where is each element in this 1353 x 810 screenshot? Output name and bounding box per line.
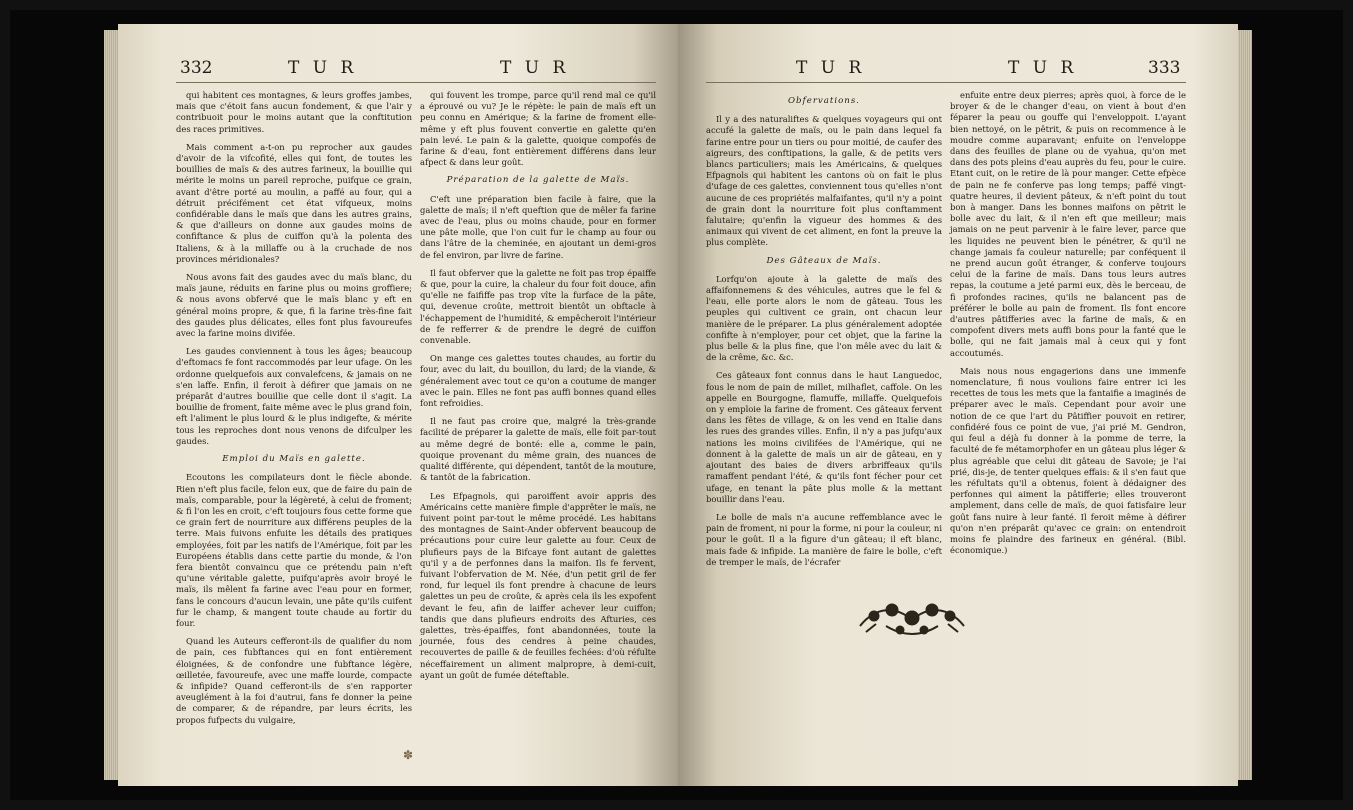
- paragraph: qui habitent ces montagnes, & leurs groffes jambes, mais que c'étoit fans aucun fondement, & que l'air y contribuoit pour le moins autant que la conftitution des races primitives.: [176, 90, 412, 134]
- printer-ornament-icon: ✽: [403, 748, 414, 762]
- paragraph: Le bolle de maïs n'a aucune reffemblance avec le pain de froment, ni pour la forme, ni pour la couleur, ni pour le goût. Il a la figure d'un gâteau; il eft blanc, mais fade & infipide. La manière de faire le bolle, c'eft de tremper le maïs, de l'écrafer: [706, 511, 942, 567]
- right-column-1: [706, 90, 942, 575]
- section-heading: Obfervations.: [788, 96, 860, 106]
- left-header-rule: [176, 82, 656, 83]
- paragraph: Nous avons fait des gaudes avec du maïs blanc, du maïs jaune, réduits en farine plus ou moins groffiere; & nous avons obfervé que le maïs blanc y eft en général moins propre, & que, fi la farine très-fine fait des gaudes plus délicates, elles font plus favoureufes avec la farine moins divifée.: [176, 272, 412, 339]
- section-heading: Emploi du Maïs en galette.: [222, 454, 366, 465]
- left-column-1: [176, 90, 412, 733]
- paragraph: Lorfqu'on ajoute à la galette de maïs des affaifonnemens & des véhicules, autres que le fel & l'eau, elle porte alors le nom de gâteau. Tous les peuples qui cultivent ce grain, ont chacun leur manière de le préparer. La plus généralement adoptée confifte à n'employer, pour cet objet, que la farine la plus belle & la plus fine, que l'on mêle avec du lait & de la crême, &c. &c.: [706, 273, 942, 363]
- paragraph: Mais nous nous engagerions dans une immenfe nomenclature, fi nous voulions faire entrer ici les recettes de tous les mets que la fantaifie a imaginés de préparer avec le maïs. Cependant pour avoir une notion de ce que l'art du Pâtiffier pouvoit en retirer, confidéré fous ce point de vue, j'ai prié M. Gendron, qui feul a déjà fu donner à la pomme de terre, la faculté de fe métamorphofer en un gâteau plus léger & plus agréable que celui dit gâteau de Savoie; je l'ai prié, dis-je, de tenter quelques effais: & il s'en faut que les réfultats qu'il a obtenus, foient à dédaigner des perfonnes qui aiment la pâtifferie; elles trouveront amplement, dans celle de maïs, de quoi fatisfaire leur goût fans nuire à leur fanté. Il feroit même à défirer qu'on n'en préparât qu'avec ce grain: on entendroit moins fe plaindre des farineux en général. (Bibl. économique.): [950, 365, 1186, 556]
- right-running-head-2: T U R: [1008, 58, 1078, 78]
- paragraph: Ces gâteaux font connus dans le haut Languedoc, fous le nom de pain de millet, milhaflet, caffole. On les appelle en Bourgogne, flamuffe, millaffe. Quelquefois on y emploie la farine de froment. Ces gâteaux fervent dans les fêtes de village, & on les vend en Italie dans les rues des grandes villes. Enfin, il n'y a pas jufqu'aux nations les moins civilifées de l'Amérique, qui ne donnent à la galette de maïs un air de gâteau, en y ajoutant des baies de divers arbriffeaux qu'ils ramaffent pendant l'été, & qu'ils font fécher pour cet ufage, en tenant la pâte plus molle & la mettant bouillir dans l'eau.: [706, 370, 942, 504]
- paragraph: enfuite entre deux pierres; après quoi, à force de le broyer & de le changer d'eau, on vient à bout d'en féparer la peau ou gouffe qui l'enveloppoit. L'ayant bien nettoyé, on le pêtrit, & puis on recommence à le moudre comme auparavant; enfuite on l'enveloppe dans des feuilles de plane ou de vyahua, qu'on met dans des pots pleins d'eau auprès du feu, pour le cuire. Etant cuit, on le retire de là pour manger. Cette efpèce de pain ne fe conferve pas long temps; paffé vingt-quatre heures, il devient pâteux, & n'eft point du tout bon à manger. Dans les bonnes maifons on pêtrit le bolle avec du lait, & il n'en eft que meilleur; mais jamais on ne peut parvenir à le faire lever, parce que les liquides ne peuvent bien le pénétrer, & qu'il ne change jamais fa couleur naturelle; par conféquent il ne prend aucun goût étranger, & conferve toujours celui de la farine de maïs. Dans tous leurs autres repas, la coutume a jeté parmi eux, dès le berceau, de fi profondes racines, qu'ils ne balancent pas de préférer le bolle au pain de froment. Ils font encore d'autres pâtifferies avec la farine de maïs, & en compofent divers mets auffi bons pour la fanté que le bolle, qui ne fait jamais mal à ceux qui y font accoutumés.: [950, 90, 1186, 358]
- left-column-2: [420, 90, 656, 688]
- section-heading: Des Gâteaux de Maïs.: [766, 255, 882, 266]
- left-page-edge: [104, 30, 118, 780]
- right-page-edge: [1238, 30, 1252, 780]
- left-running-head-1: T U R: [288, 58, 358, 78]
- right-page: [678, 24, 1238, 786]
- paragraph: Ecoutons les compilateurs dont le fiècle abonde. Rien n'eft plus facile, felon eux, que de faire du pain de maïs, comparable, pour la légèreté, à celui de froment; & fi l'on les en croit, c'eft toujours fous cette forme que ce grain fert de nourriture aux différens peuples de la terre. Mais fuivons enfuite les détails des pratiques employées, foit par les natifs de l'Amérique, foit par les Européens établis dans cette partie du monde, & l'on fera bientôt convaincu que ce prétendu pain n'eft qu'une véritable galette, puifqu'après avoir broyé le maïs, ils mêlent fa farine avec l'eau pour en former, fans le concours d'aucun levain, une pâte qu'ils cuifent fur le champ, & mangent toute chaude au fortir du four.: [176, 472, 412, 628]
- paragraph: Il faut obferver que la galette ne foit pas trop épaiffe & que, pour la cuire, la chaleur du four foit douce, afin qu'elle ne faififfe pas trop vîte la furface de la pâte, qui, devenue croûte, mettroit bientôt un obftacle à l'échappement de l'humidité, & empêcheroit l'intérieur de fe refferrer & de prendre le degré de cuiffon convenable.: [420, 267, 656, 346]
- floral-vignette-icon: [856, 596, 968, 644]
- left-page-number: 332: [180, 58, 213, 78]
- right-running-head-1: T U R: [796, 58, 866, 78]
- paragraph: On mange ces galettes toutes chaudes, au fortir du four, avec du lait, du bouillon, du lard; de la viande, & généralement avec tout ce qu'on a coutume de manger avec le pain. Elles ne font pas auffi bonnes quand elles font refroidies.: [420, 353, 656, 409]
- paragraph: Il y a des naturaliftes & quelques voyageurs qui ont accufé la galette de maïs, ou le pain dans lequel fa farine entre pour un tiers ou pour moitié, de caufer des aigreurs, des conftipations, la galle, & de petits vers blancs particuliers; mais les Américains, & quelques Efpagnols qui habitent les cantons où on fait le plus d'ufage de ces galettes, conviennent tous qu'elles n'ont aucune de ces propriétés malfaifantes, qu'il n'y a point de grain dont la nourriture foit plus conftamment falutaire; qu'enfin la vigueur des hommes & des animaux qui vivent de cet aliment, en font la preuve la plus complète.: [706, 114, 942, 248]
- paragraph: qui fouvent les trompe, parce qu'il rend mal ce qu'il a éprouvé ou vu? Je le répète: le pain de maïs eft un peu connu en Amérique; & la farine de froment elle-même y eft plus fouvent convertie en galette qu'en pain levé. Le pain & la galette, quoique compofés de farine & d'eau, font entièrement différens dans leur afpect & dans leur goût.: [420, 90, 656, 168]
- left-running-head-2: T U R: [500, 58, 570, 78]
- left-page: [118, 24, 678, 786]
- right-page-number: 333: [1148, 58, 1181, 78]
- paragraph: Les Efpagnols, qui paroiffent avoir appris des Américains cette manière fimple d'apprêter le maïs, ne fuivent point par-tout le même procédé. Les habitans des montagnes de Saint-Ander obfervent beaucoup de précautions pour cuire leur galette au four. Ceux de plufieurs pays de la Bifcaye font autant de galettes qu'il y a de perfonnes dans la maifon. Ils fe fervent, fuivant l'obfervation de M. Née, d'un petit gril de fer rond, fur lequel ils font prendre à chacune de leurs galettes un peu de croûte, & après cela ils les expofent devant le feu, afin de laiffer achever leur cuiffon; tandis que dans plufieurs endroits des Afturies, ces galettes, très-épaiffes, font abandonnées, toute la journée, fous des cendres à peine chaudes, recouvertes de paille & de feuilles fechées: d'où réfulte néceffairement un aliment malpropre, à demi-cuit, ayant un goût de fumée déteftable.: [420, 490, 656, 680]
- paragraph: Quand les Auteurs cefferont-ils de qualifier du nom de pain, ces fubftances qui en font entièrement éloignées, & de confondre une fubftance légère, œilletée, favoureufe, avec une maffe lourde, compacte & infipide? Quand cefferont-ils de s'en rapporter aveuglément à la foi d'autrui, fans fe donner la peine de comparer, & de répandre, par leurs écrits, les propos fufpects du vulgaire,: [176, 636, 412, 725]
- book-spread: [10, 10, 1343, 800]
- right-header-rule: [706, 82, 1186, 83]
- paragraph: Les gaudes conviennent à tous les âges; beaucoup d'eftomacs fe font raccommodés par leur ufage. On les ordonne quelquefois aux convalefcens, & jamais on ne s'en laffe. Enfin, il feroit à défirer que jamais on ne préparât d'autres bouillie que celle dont il s'agit. La bouillie de froment, faite même avec le plus grand foin, eft l'aliment le plus lourd & le plus indigefte, & mérite tous les reproches dont nous venons de difculper les gaudes.: [176, 346, 412, 446]
- paragraph: Il ne faut pas croire que, malgré la très-grande facilité de préparer la galette de maïs, elle foit par-tout au même degré de bonté: elle a, comme le pain, quoique provenant du même grain, des nuances de qualité différente, qui dépendent, tantôt de la mouture, & tantôt de la fabrication.: [420, 416, 656, 483]
- section-heading: Préparation de la galette de Maïs.: [446, 175, 630, 186]
- paragraph: Mais comment a-t-on pu reprocher aux gaudes d'avoir de la vifcofité, elles qui font, de toutes les bouillies de maïs & des autres farineux, la bouillie qui mérite le moins un pareil reproche, puifque ce grain, avant d'être porté au moulin, a paffé au four, qui a détruit précifément cet état vifqueux, moins confidérable dans le maïs que dans les autres grains, & que d'ailleurs on donne aux gaudes moins de confiftance & plus de cuiffon qu'à la polenta des Italiens, & à la millaffe ou à la cruchade de nos provinces méridionales?: [176, 141, 412, 264]
- right-column-2: [950, 90, 1186, 563]
- paragraph: C'eft une préparation bien facile à faire, que la galette de maïs; il n'eft queftion que de mêler fa farine avec de l'eau, plus ou moins chaude, pour en former une pâte molle, que l'on cuit fur le champ au four ou dans l'âtre de la cheminée, en ajoutant un demi-gros de fel environ, par livre de farine.: [420, 193, 656, 260]
